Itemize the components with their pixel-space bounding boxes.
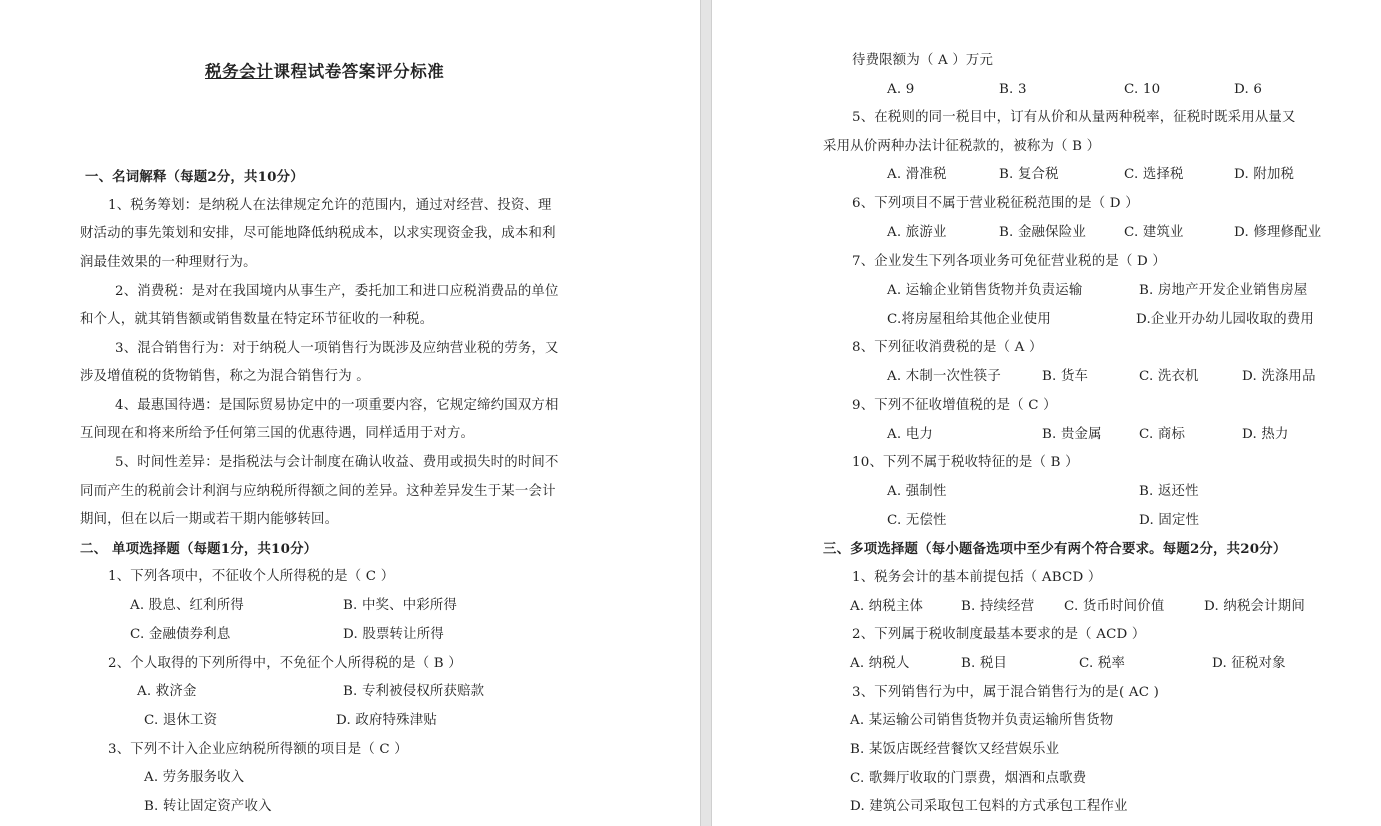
question-2-option-d: D. 政府特殊津贴 (336, 713, 437, 728)
multi-question-1-option-c: C. 货币时间价值 (1064, 599, 1165, 614)
multi-question-1: 1、税务会计的基本前提包括（ ABCD ） (852, 570, 1102, 585)
term-5-line-3: 期间，但在以后一期或若干期内能够转回。 (80, 512, 339, 527)
term-1-line-1: 1、税务筹划：是纳税人在法律规定允许的范围内，通过对经营、投资、理 (108, 198, 552, 213)
question-6-option-c: C. 建筑业 (1124, 225, 1184, 240)
multi-question-3-option-d: D. 建筑公司采取包工包料的方式承包工程作业 (850, 799, 1128, 814)
multi-question-3-option-b: B. 某饭店既经营餐饮又经营娱乐业 (850, 742, 1060, 757)
multi-question-2-option-d: D. 征税对象 (1212, 656, 1286, 671)
question-1-option-d: D. 股票转让所得 (343, 627, 444, 642)
question-10-option-b: B. 返还性 (1139, 484, 1199, 499)
question-8-option-a: A. 木制一次性筷子 (887, 369, 1001, 384)
multi-question-2-option-a: A. 纳税人 (850, 656, 910, 671)
question-9-option-d: D. 热力 (1242, 427, 1289, 442)
question-1-option-a: A. 股息、红利所得 (130, 598, 244, 613)
question-1: 1、下列各项中，不征收个人所得税的是（ C ） (108, 569, 395, 584)
question-10-option-c: C. 无偿性 (887, 513, 947, 528)
question-4-continued: 待费限额为（ A ）万元 (852, 53, 994, 68)
question-10-option-a: A. 强制性 (887, 484, 947, 499)
question-4-option-a: A. 9 (887, 82, 915, 97)
question-2-option-b: B. 专利被侵权所获赔款 (343, 684, 485, 699)
multi-question-1-option-b: B. 持续经营 (961, 599, 1035, 614)
page-gutter (700, 0, 712, 826)
question-8: 8、下列征收消费税的是（ A ） (852, 340, 1043, 355)
section-heading-single-choice: 二、 单项选择题（每题1分，共10分） (80, 541, 318, 557)
document-page-right (712, 0, 1381, 826)
question-7-option-b: B. 房地产开发企业销售房屋 (1139, 283, 1308, 298)
question-10: 10、下列不属于税收特征的是（ B ） (852, 455, 1079, 470)
question-6-option-b: B. 金融保险业 (999, 225, 1086, 240)
title-course-name: 税务会计 (205, 62, 274, 81)
question-1-option-b: B. 中奖、中彩所得 (343, 598, 458, 613)
question-2: 2、个人取得的下列所得中，不免征个人所得税的是（ B ） (108, 656, 462, 671)
question-7-option-c: C.将房屋租给其他企业使用 (887, 312, 1051, 327)
term-1-line-3: 润最佳效果的一种理财行为。 (80, 255, 257, 270)
multi-question-3: 3、下列销售行为中，属于混合销售行为的是( AC ) (852, 685, 1160, 700)
term-2-line-1: 2、消费税：是对在我国境内从事生产，委托加工和进口应税消费品的单位 (115, 284, 559, 299)
question-8-option-d: D. 洗涤用品 (1242, 369, 1316, 384)
multi-question-3-option-c: C. 歌舞厅收取的门票费，烟酒和点歌费 (850, 771, 1087, 786)
question-5-line-2: 采用从价两种办法计征税款的，被称为（ B ） (823, 139, 1101, 154)
question-8-option-c: C. 洗衣机 (1139, 369, 1199, 384)
page-title (205, 63, 444, 81)
term-3-line-2: 涉及增值税的货物销售，称之为混合销售行为 。 (80, 369, 370, 384)
question-7-option-a: A. 运输企业销售货物并负责运输 (887, 283, 1083, 298)
section-heading-multiple-choice: 三、多项选择题（每小题备选项中至少有两个符合要求。每题2分，共20分） (823, 541, 1287, 557)
title-rest: 课程试卷答案评分标准 (273, 62, 445, 81)
question-3-option-b: B. 转让固定资产收入 (144, 799, 272, 814)
question-2-option-c: C. 退休工资 (144, 713, 218, 728)
section-heading-terms: 一、名词解释（每题2分，共10分） (85, 169, 304, 185)
multi-question-1-option-a: A. 纳税主体 (850, 599, 924, 614)
question-3: 3、下列不计入企业应纳税所得额的项目是（ C ） (108, 742, 408, 757)
question-7: 7、企业发生下列各项业务可免征营业税的是（ D ） (852, 254, 1166, 269)
question-5-option-b: B. 复合税 (999, 167, 1059, 182)
multi-question-2-option-b: B. 税目 (961, 656, 1008, 671)
term-2-line-2: 和个人，就其销售额或销售数量在特定环节征收的一种税。 (80, 312, 434, 327)
question-6-option-a: A. 旅游业 (887, 225, 947, 240)
question-9-option-a: A. 电力 (887, 427, 933, 442)
question-9-option-b: B. 贵金属 (1042, 427, 1102, 442)
multi-question-1-option-d: D. 纳税会计期间 (1204, 599, 1305, 614)
question-4-option-c: C. 10 (1124, 82, 1161, 97)
question-5-option-a: A. 滑准税 (887, 167, 947, 182)
question-5-option-c: C. 选择税 (1124, 167, 1184, 182)
question-4-option-d: D. 6 (1234, 82, 1263, 97)
question-10-option-d: D. 固定性 (1139, 513, 1200, 528)
question-2-option-a: A. 救济金 (137, 684, 197, 699)
multi-question-3-option-a: A. 某运输公司销售货物并负责运输所售货物 (850, 713, 1114, 728)
term-5-line-2: 同而产生的税前会计利润与应纳税所得额之间的差异。这种差异发生于某一会计 (80, 484, 556, 499)
question-1-option-c: C. 金融债券利息 (130, 627, 231, 642)
multi-question-2: 2、下列属于税收制度最基本要求的是（ ACD ） (852, 627, 1146, 642)
term-4-line-2: 互间现在和将来所给予任何第三国的优惠待遇，同样适用于对方。 (80, 426, 475, 441)
term-4-line-1: 4、最惠国待遇：是国际贸易协定中的一项重要内容，它规定缔约国双方相 (115, 398, 559, 413)
term-1-line-2: 财活动的事先策划和安排，尽可能地降低纳税成本，以求实现资金我，成本和利 (80, 226, 556, 241)
multi-question-2-option-c: C. 税率 (1079, 656, 1126, 671)
question-6: 6、下列项目不属于营业税征税范围的是（ D ） (852, 196, 1139, 211)
question-7-option-d: D.企业开办幼儿园收取的费用 (1136, 312, 1315, 327)
question-5-option-d: D. 附加税 (1234, 167, 1295, 182)
question-8-option-b: B. 货车 (1042, 369, 1089, 384)
question-6-option-d: D. 修理修配业 (1234, 225, 1322, 240)
question-5-line-1: 5、在税则的同一税目中，订有从价和从量两种税率，征税时既采用从量又 (852, 110, 1296, 125)
term-3-line-1: 3、混合销售行为：对于纳税人一项销售行为既涉及应纳营业税的劳务，又 (115, 341, 559, 356)
question-9: 9、下列不征收增值税的是（ C ） (852, 398, 1057, 413)
question-4-option-b: B. 3 (999, 82, 1027, 97)
term-5-line-1: 5、时间性差异：是指税法与会计制度在确认收益、费用或损失时的时间不 (115, 455, 559, 470)
question-9-option-c: C. 商标 (1139, 427, 1186, 442)
question-3-option-a: A. 劳务服务收入 (144, 770, 245, 785)
